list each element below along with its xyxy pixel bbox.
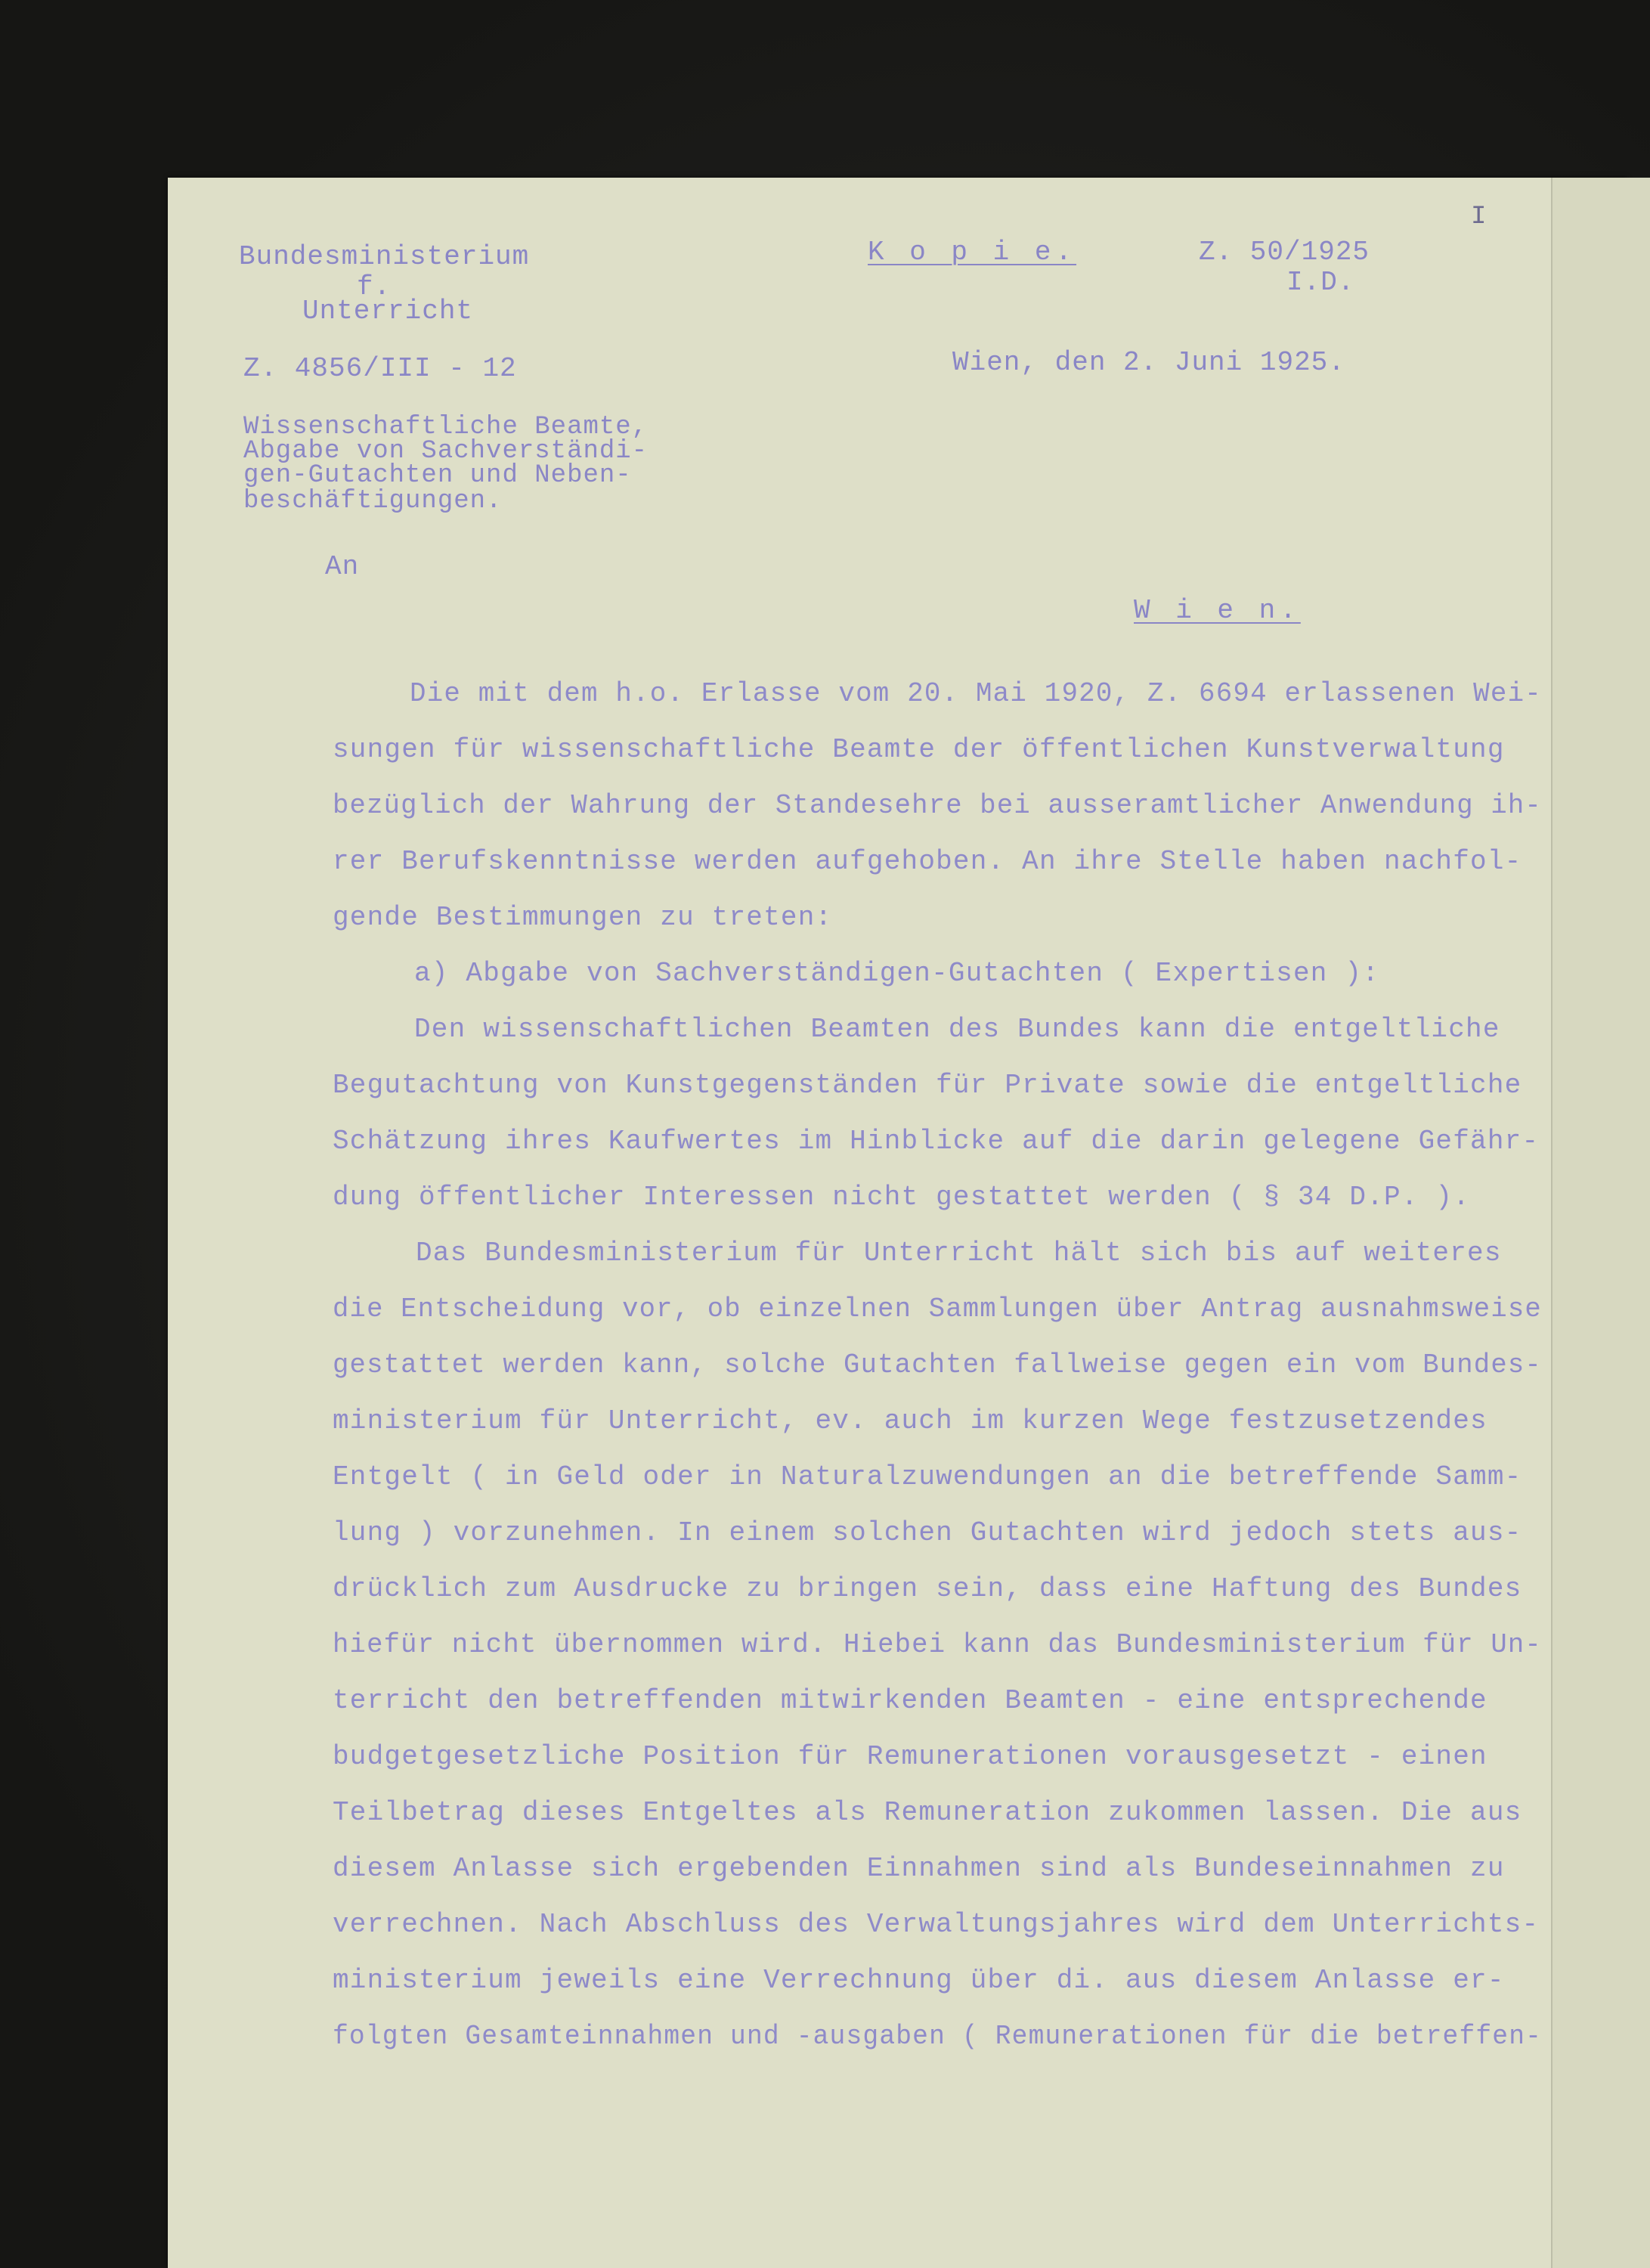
subject-line-1: Wissenschaftliche Beamte, [243, 413, 649, 442]
file-number: Z. 50/1925 [1199, 237, 1370, 268]
body-line: ministerium jeweils eine Verrechnung über di. aus diesem Anlasse er- [333, 1965, 1505, 1996]
subject-line-4: beschäftigungen. [243, 487, 503, 516]
body-line: Entgelt ( in Geld oder in Naturalzuwendungen an die betreffende Samm- [333, 1461, 1522, 1492]
body-line: sungen für wissenschaftliche Beamte der öffentlichen Kunstverwaltung [333, 734, 1505, 765]
body-line: folgten Gesamteinnahmen und -ausgaben ( Remunerationen für die betreffen- [333, 2021, 1543, 2052]
body-line: dung öffentlicher Interessen nicht gestattet werden ( § 34 D.P. ). [333, 1182, 1471, 1213]
body-line: lung ) vorzunehmen. In einem solchen Gutachten wird jedoch stets aus- [333, 1517, 1522, 1548]
body-line: Schätzung ihres Kaufwertes im Hinblicke auf die darin gelegene Gefähr- [333, 1126, 1540, 1157]
body-line: terricht den betreffenden mitwirkenden Beamten - eine entsprechende [333, 1685, 1487, 1716]
copy-mark: K o p i e. [868, 237, 1077, 268]
addressee: W i e n. [1134, 595, 1301, 626]
reference-number: Z. 4856/III - 12 [243, 353, 517, 384]
subject-line-3: gen-Gutachten und Neben- [243, 461, 632, 490]
subject-line-2: Abgabe von Sachverständi- [243, 437, 649, 466]
body-line: gestattet werden kann, solche Gutachten fallweise gegen ein vom Bundes- [333, 1349, 1542, 1380]
ministry-line-1: Bundesministerium [239, 241, 530, 272]
place-date: Wien, den 2. Juni 1925. [952, 347, 1345, 378]
body-line: diesem Anlasse sich ergebenden Einnahmen sind als Bundeseinnahmen zu [333, 1853, 1505, 1884]
body-line: bezüglich der Wahrung der Standesehre bei ausseramtlicher Anwendung ih- [333, 790, 1542, 821]
body-line: die Entscheidung vor, ob einzelnen Sammlungen über Antrag ausnahmsweise [333, 1294, 1542, 1325]
body-line: gende Bestimmungen zu treten: [333, 902, 833, 933]
body-line: Die mit dem h.o. Erlasse vom 20. Mai 1920, Z. 6694 erlassenen Wei- [410, 678, 1542, 709]
page-number: I [1471, 203, 1487, 231]
body-line: rer Berufskenntnisse werden aufgehoben. An ihre Stelle haben nachfol- [333, 846, 1522, 877]
body-line: verrechnen. Nach Abschluss des Verwaltungsjahres wird dem Unterrichts- [333, 1909, 1540, 1940]
body-line: Das Bundesministerium für Unterricht hält sich bis auf weiteres [416, 1238, 1502, 1269]
body-line: a) Abgabe von Sachverständigen-Gutachten ( Expertisen ): [414, 958, 1379, 989]
body-line: drücklich zum Ausdrucke zu bringen sein, dass eine Haftung des Bundes [333, 1573, 1522, 1604]
body-line: hiefür nicht übernommen wird. Hiebei kann das Bundesministerium für Un- [333, 1629, 1542, 1660]
ministry-line-3: Unterricht [302, 296, 474, 327]
body-line: Den wissenschaftlichen Beamten des Bundes kann die entgeltliche [414, 1014, 1500, 1045]
ministry-line-2: f. [357, 271, 392, 302]
body-line: ministerium für Unterricht, ev. auch im kurzen Wege festzusetzendes [333, 1405, 1487, 1436]
file-number-sub: I.D. [1286, 267, 1355, 298]
addressee-prefix: An [325, 551, 360, 582]
body-line: budgetgesetzliche Position für Remunerationen vorausgesetzt - einen [333, 1741, 1487, 1772]
body-line: Begutachtung von Kunstgegenständen für Private sowie die entgeltliche [333, 1070, 1522, 1101]
body-line: Teilbetrag dieses Entgeltes als Remuneration zukommen lassen. Die aus [333, 1797, 1522, 1828]
adjacent-page-strip [1552, 178, 1650, 2268]
